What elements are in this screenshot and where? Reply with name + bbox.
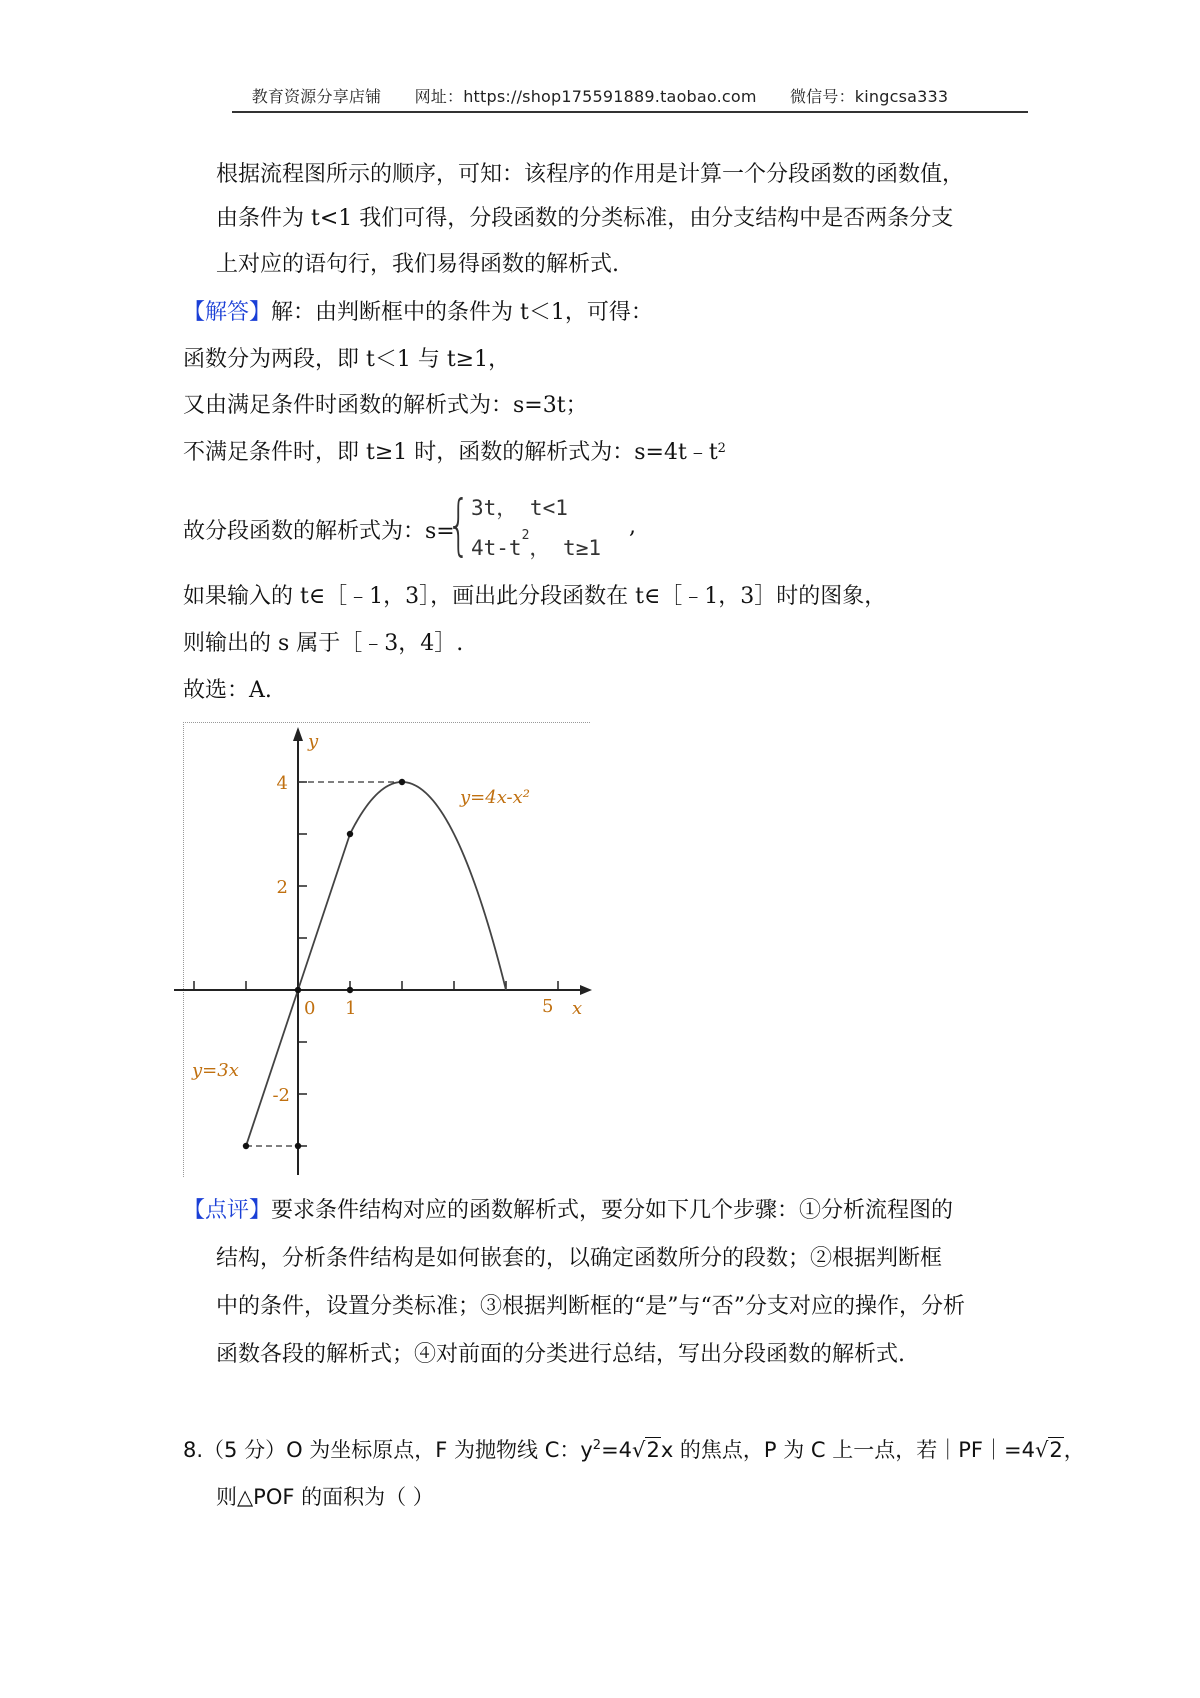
y-axis-label: y	[308, 731, 319, 752]
left-brace-icon: {	[447, 486, 471, 563]
data-point	[347, 987, 353, 993]
shop-name: 教育资源分享店铺	[251, 87, 382, 106]
parabola-4x-minus-x2	[350, 782, 506, 990]
x-tick-label: 1	[345, 998, 357, 1019]
comment-tag: 【点评】	[183, 1198, 272, 1223]
data-point	[295, 987, 301, 993]
x-tick-label: 5	[542, 996, 554, 1017]
q8-text: x 的焦点，P 为 C 上一点，若｜PF｜=4	[660, 1438, 1035, 1462]
case-2-condition: ， t≥1	[529, 536, 601, 560]
comment-first-line	[183, 1196, 953, 1226]
solution-line-4	[183, 438, 726, 468]
y-axis-arrow-icon	[293, 727, 303, 741]
piecewise-case-1: 3t， t<1	[471, 496, 568, 520]
solution-line: 如果输入的 t∈［﹣1，3］，画出此分段函数在 t∈［﹣1，3］时的图象，	[183, 584, 887, 609]
q8-text: =4	[601, 1438, 633, 1462]
data-point	[399, 779, 405, 785]
solution-line: 又由满足条件时函数的解析式为：s=3t；	[183, 393, 588, 418]
exponent: 2	[521, 528, 530, 543]
solution-text: 解：由判断框中的条件为 t＜1，可得：	[271, 300, 653, 325]
solution-line: 则输出的 s 属于［﹣3，4］.	[183, 631, 464, 656]
piecewise-case-2	[471, 528, 601, 562]
data-point	[295, 1143, 301, 1149]
y-tick-label: -2	[272, 1085, 290, 1106]
comment-line: 中的条件，设置分类标准；③根据判断框的“是”与“否”分支对应的操作，分析	[216, 1294, 965, 1319]
wechat-id: 微信号：kingcsa333	[789, 87, 949, 106]
x-axis-label: x	[572, 998, 583, 1019]
final-answer: 故选：A.	[183, 678, 272, 703]
y-tick-label: 4	[276, 773, 288, 794]
sqrt-symbol: √2	[632, 1438, 660, 1462]
q8-text: ，	[1063, 1438, 1085, 1462]
analysis-line: 根据流程图所示的顺序，可知：该程序的作用是计算一个分段函数的函数值，	[216, 162, 965, 187]
question-8-prompt: 则△POF 的面积为（ ）	[216, 1485, 434, 1509]
shop-url: 网址：https://shop175591889.taobao.com	[414, 87, 757, 106]
analysis-line: 上对应的语句行，我们易得函数的解析式.	[216, 252, 619, 277]
question-8-stem	[183, 1435, 1085, 1465]
case-2-expr: 4t-t	[471, 536, 522, 560]
analysis-line: 由条件为 t<1 我们可得，分段函数的分类标准，由分支结构中是否两条分支	[216, 206, 954, 231]
exponent: 2	[592, 1438, 602, 1453]
function-graph	[183, 722, 590, 1177]
x-axis-arrow-icon	[580, 985, 592, 995]
piecewise-label: 故分段函数的解析式为：s=	[183, 519, 455, 544]
radicand: 2	[1049, 1438, 1063, 1462]
graph-svg	[184, 723, 590, 1177]
exponent: 2	[717, 441, 726, 456]
solution-line: 函数分为两段，即 t＜1 与 t≥1，	[183, 347, 511, 372]
comment-line: 函数各段的解析式；④对前面的分类进行总结，写出分段函数的解析式.	[216, 1342, 905, 1367]
comment-line: 结构，分析条件结构是如何嵌套的，以确定函数所分的段数；②根据判断框	[216, 1246, 943, 1271]
data-point	[347, 831, 353, 837]
solution-line: 不满足条件时，即 t≥1 时，函数的解析式为：s=4t﹣t	[183, 440, 718, 465]
piecewise-comma: ,	[629, 514, 636, 539]
sqrt-symbol: √2	[1034, 1438, 1063, 1462]
comment-text: 要求条件结构对应的函数解析式，要分如下几个步骤：①分析流程图的	[271, 1198, 954, 1223]
solution-first-line	[183, 298, 653, 328]
solution-tag: 【解答】	[183, 300, 272, 325]
curve-label-parabola: y=4x-x²	[460, 786, 530, 808]
curve-label-line: y=3x	[192, 1059, 239, 1081]
header-divider	[232, 111, 1028, 113]
radicand: 2	[646, 1438, 660, 1462]
x-tick-label: 0	[304, 998, 316, 1019]
q8-text: 8.（5 分）O 为坐标原点，F 为抛物线 C：y	[183, 1438, 593, 1462]
header-text	[0, 84, 1200, 107]
data-point	[243, 1143, 249, 1149]
y-tick-label: 2	[276, 877, 288, 898]
